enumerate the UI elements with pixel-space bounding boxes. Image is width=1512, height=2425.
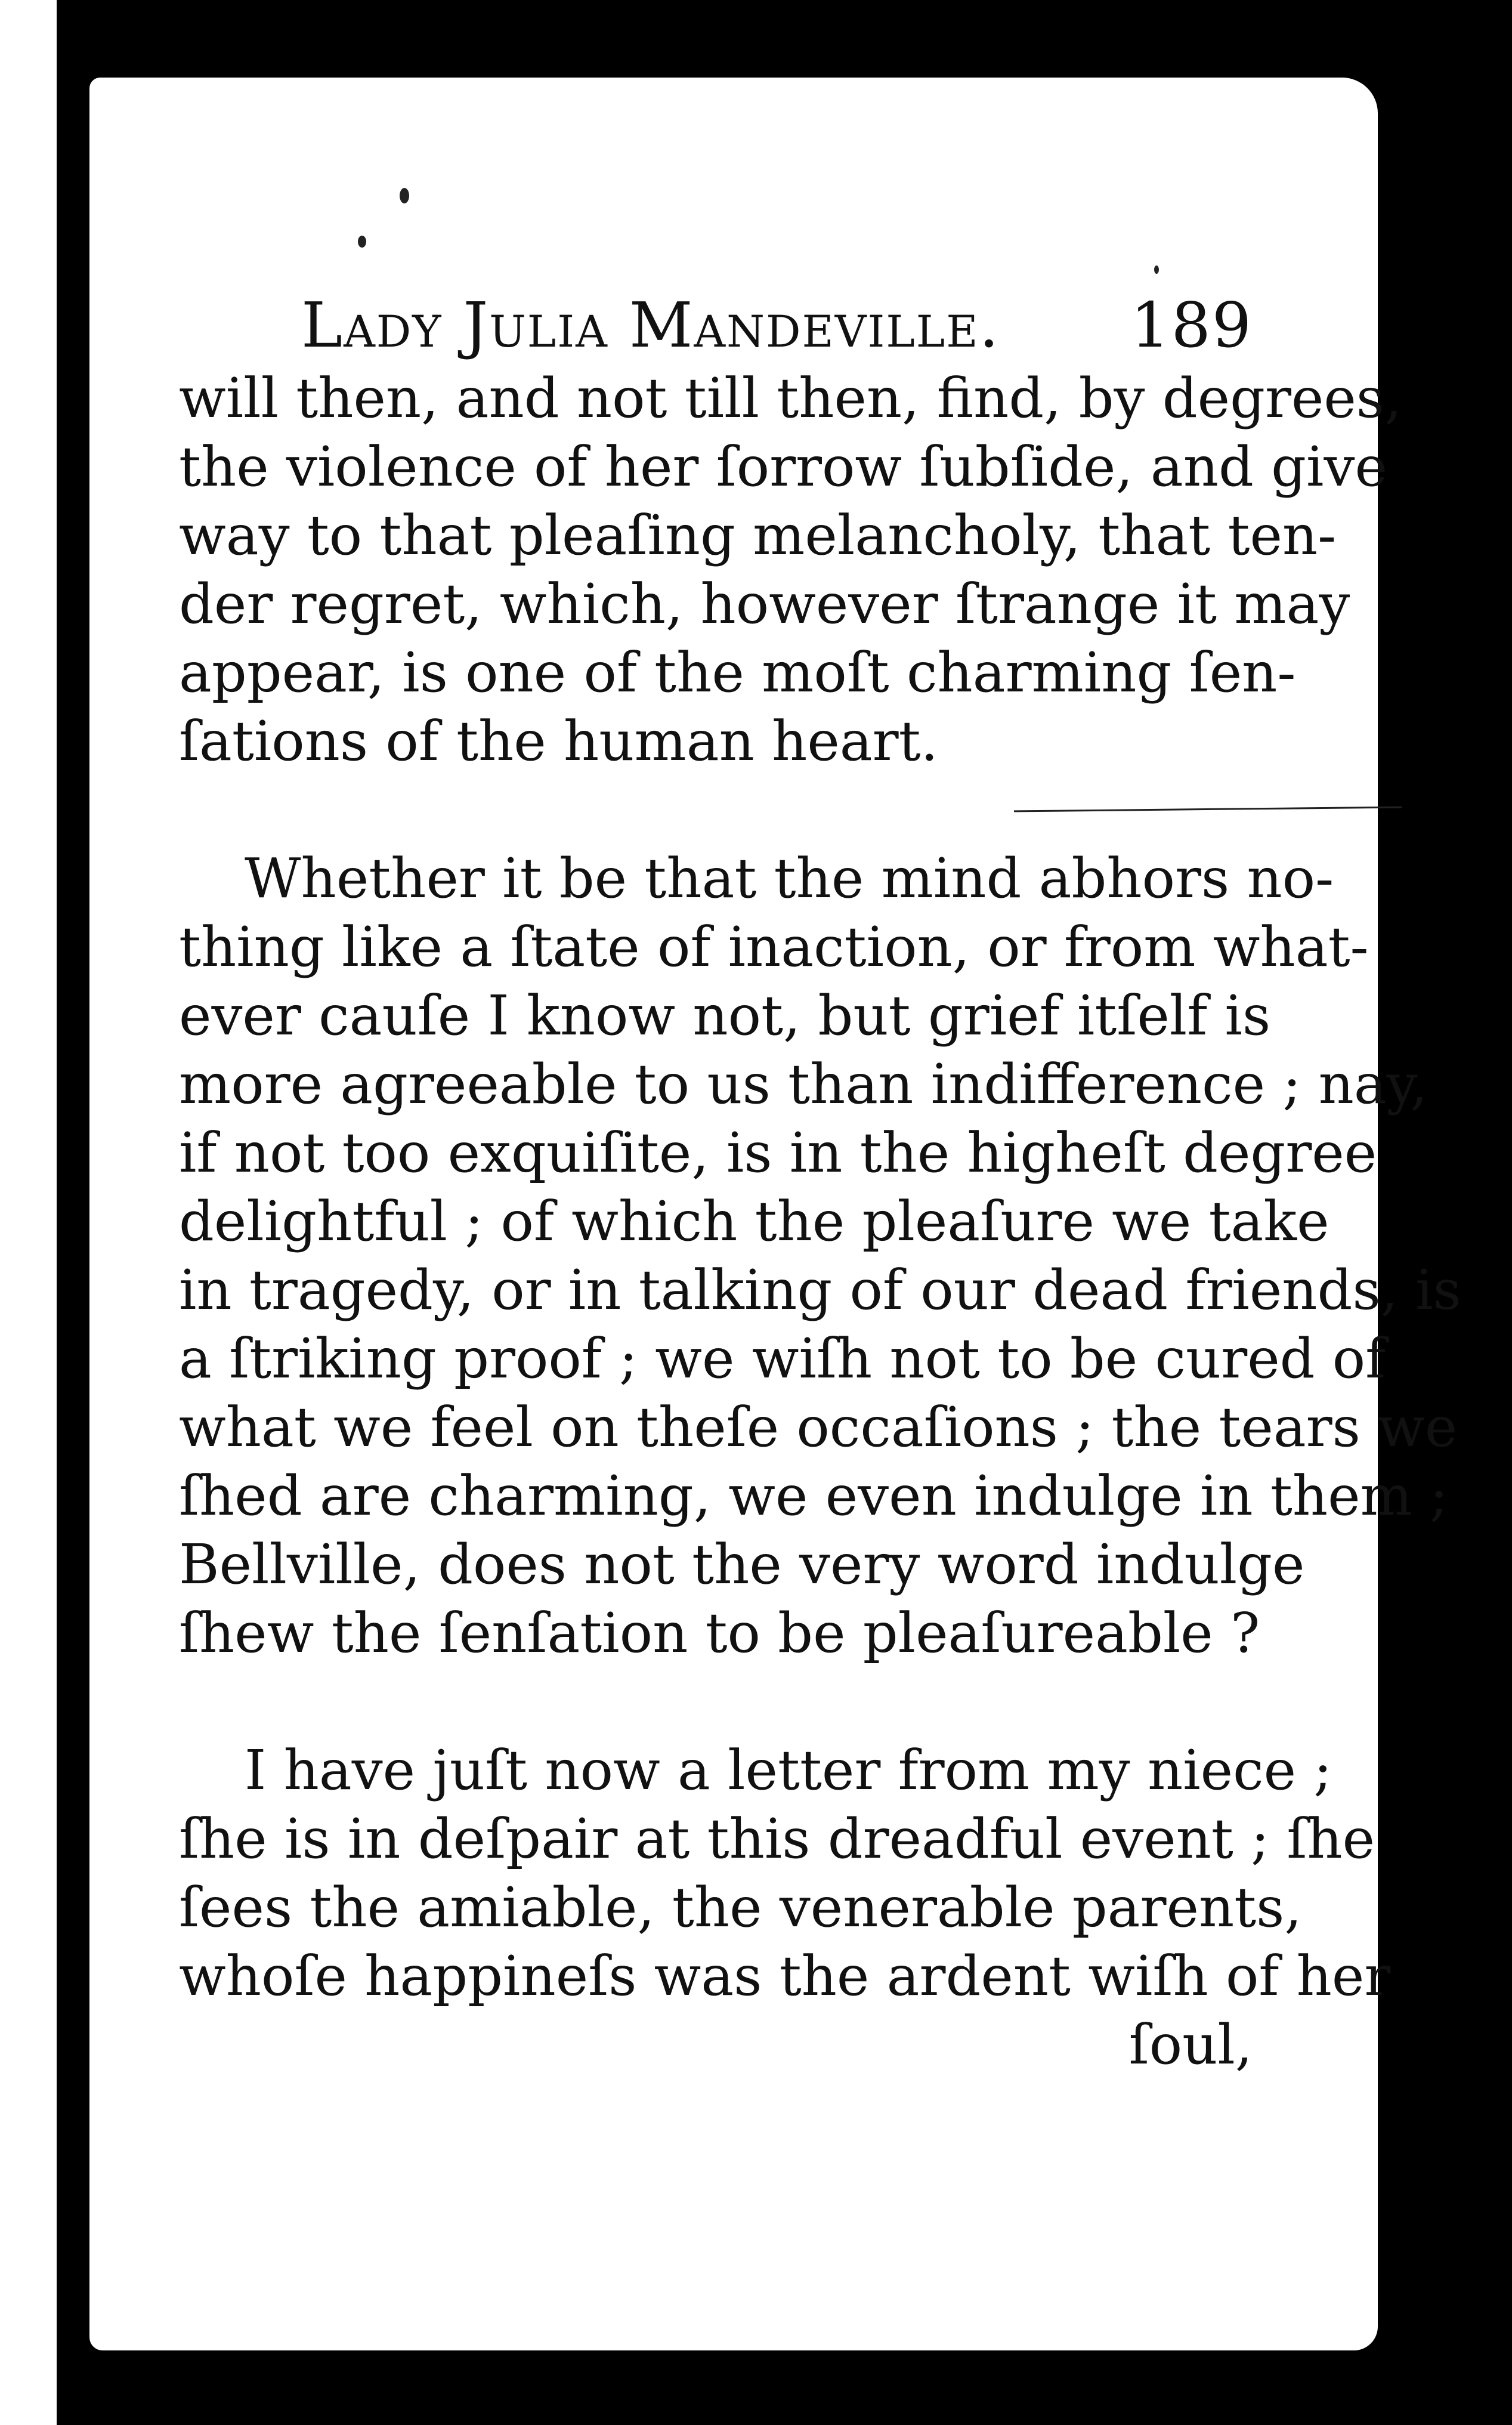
- text-line: delightful ; of which the pleaſure we take: [179, 1190, 1329, 1253]
- running-head-title: Lady Julia Mandeville.: [301, 289, 1000, 362]
- text-line: ſees the amiable, the venerable parents,: [179, 1876, 1302, 1939]
- text-line: ſations of the human heart.: [179, 709, 938, 773]
- text-line: Bellville, does not the very word indulge: [179, 1533, 1305, 1596]
- catchword: ſoul,: [1128, 2013, 1253, 2077]
- text-line: will then, and not till then, find, by degrees,: [179, 366, 1402, 430]
- paragraph-3: [179, 1736, 1391, 2079]
- text-line: way to that pleaſing melancholy, that ten-: [179, 503, 1337, 567]
- text-line: thing like a ſtate of inaction, or from what-: [179, 915, 1369, 979]
- text-line: the violence of her ſorrow ſubſide, and give: [179, 435, 1387, 499]
- text-line: I have juſt now a letter from my niece ;: [245, 1738, 1332, 1802]
- ink-speck: [358, 236, 366, 248]
- page-number: 189: [1130, 289, 1253, 362]
- text-line: whoſe happineſs was the ardent wiſh of her: [179, 1944, 1391, 2008]
- text-line: ſhe is in deſpair at this dreadful event ; ſhe: [179, 1807, 1375, 1871]
- ink-speck: [1154, 265, 1159, 274]
- text-line: a ſtriking proof ; we wiſh not to be cured of: [179, 1327, 1386, 1391]
- text-line: ſhed are charming, we even indulge in them ;: [179, 1464, 1448, 1528]
- text-line: more agreeable to us than indifference ; nay,: [179, 1052, 1428, 1116]
- text-line: Whether it be that the mind abhors no-: [245, 847, 1334, 910]
- text-line: what we feel on theſe occaſions ; the tears we: [179, 1395, 1458, 1459]
- paragraph-1: [179, 364, 1402, 776]
- ink-speck: [400, 188, 409, 203]
- text-line: if not too exquiſite, is in the higheſt degree: [179, 1121, 1377, 1185]
- page-text: [179, 286, 1461, 2079]
- text-line: ever cauſe I know not, but grief itſelf is: [179, 984, 1271, 1048]
- text-line: der regret, which, however ſtrange it may: [179, 572, 1350, 636]
- text-line: appear, is one of the moſt charming ſen-: [179, 641, 1296, 705]
- paragraph-2: [179, 844, 1461, 1667]
- adjacent-page-edge: [0, 0, 57, 2425]
- text-line: in tragedy, or in talking of our dead friends, is: [179, 1258, 1461, 1322]
- text-line: ſhew the ſenſation to be pleaſureable ?: [179, 1601, 1260, 1665]
- running-head: [301, 286, 1253, 364]
- book-gutter: [57, 0, 89, 2425]
